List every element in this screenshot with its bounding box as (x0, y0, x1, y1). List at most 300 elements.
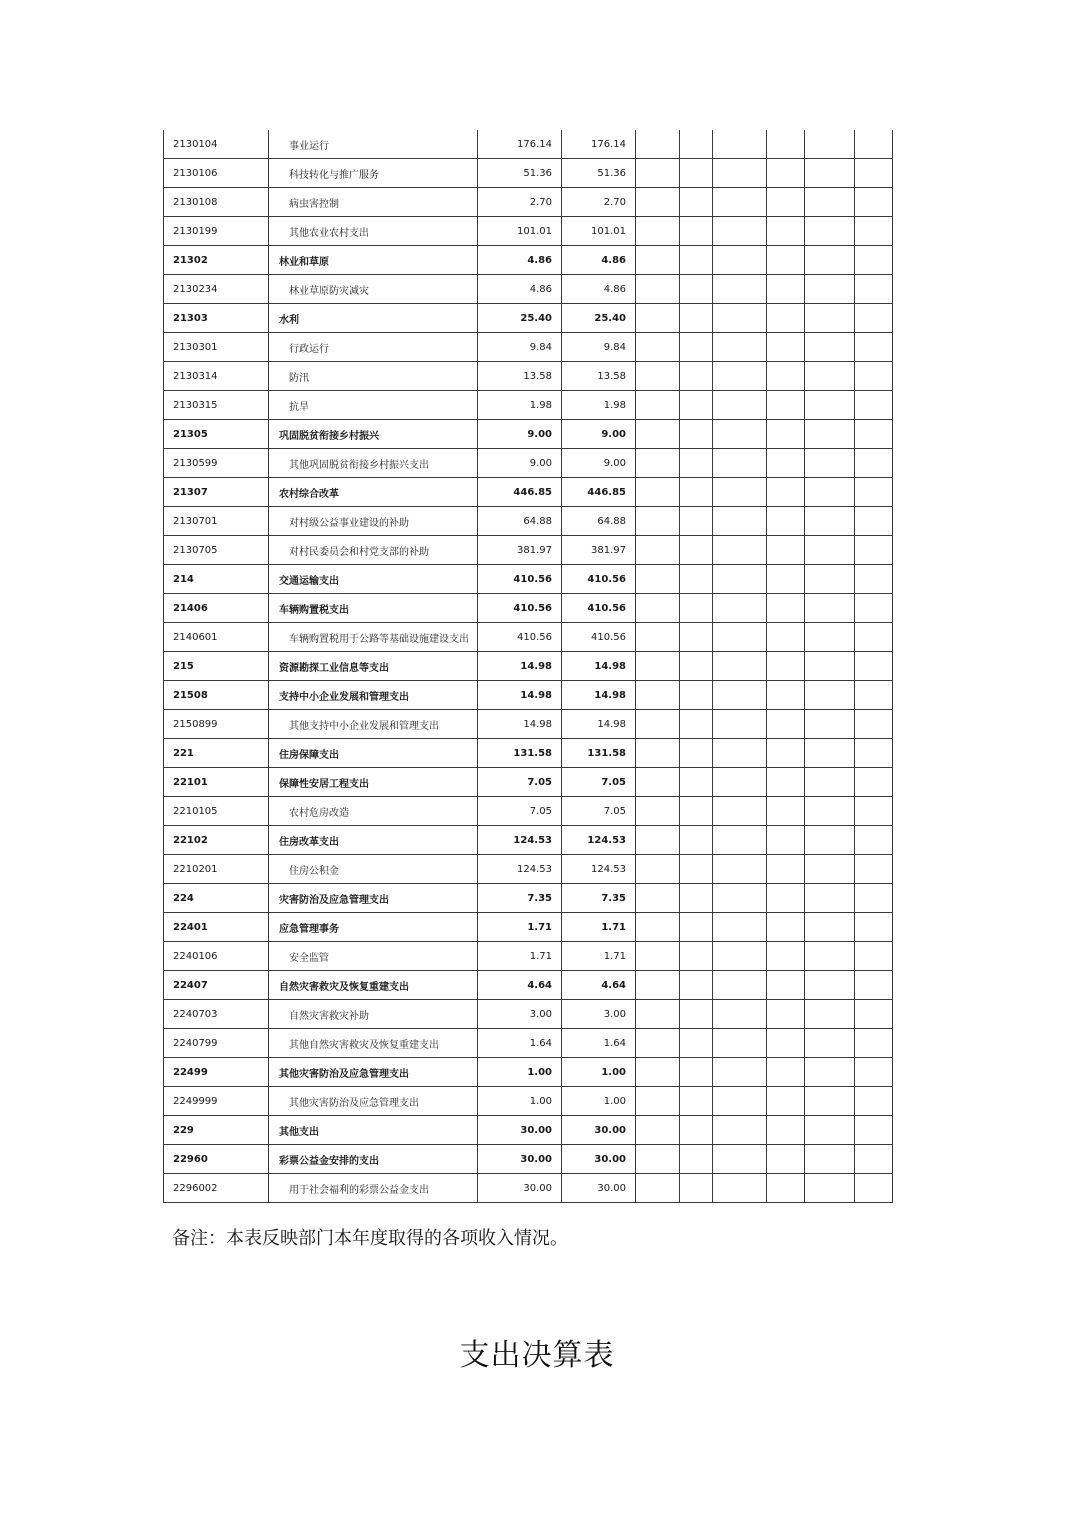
cell-name: 其他支出 (269, 1116, 478, 1145)
table-row (164, 1029, 893, 1058)
cell-code: 2130301 (164, 333, 269, 362)
cell-empty (805, 1087, 855, 1116)
cell-total: 1.71 (478, 942, 562, 971)
cell-empty (767, 1174, 805, 1203)
cell-fiscal-allocation: 51.36 (562, 159, 636, 188)
cell-name: 住房改革支出 (269, 826, 478, 855)
cell-total: 131.58 (478, 739, 562, 768)
cell-empty (805, 420, 855, 449)
cell-empty (855, 710, 893, 739)
cell-total: 2.70 (478, 188, 562, 217)
cell-empty (680, 275, 713, 304)
cell-empty (805, 159, 855, 188)
cell-fiscal-allocation: 13.58 (562, 362, 636, 391)
cell-empty (767, 217, 805, 246)
cell-empty (680, 971, 713, 1000)
cell-fiscal-allocation: 3.00 (562, 1000, 636, 1029)
cell-empty (636, 797, 680, 826)
cell-empty (680, 391, 713, 420)
cell-total: 1.64 (478, 1029, 562, 1058)
cell-empty (767, 130, 805, 159)
cell-total: 9.00 (478, 449, 562, 478)
cell-empty (805, 1000, 855, 1029)
cell-empty (636, 681, 680, 710)
cell-empty (805, 1029, 855, 1058)
cell-empty (855, 623, 893, 652)
cell-code: 22102 (164, 826, 269, 855)
cell-empty (713, 1116, 767, 1145)
cell-empty (855, 652, 893, 681)
cell-empty (680, 159, 713, 188)
cell-empty (767, 768, 805, 797)
cell-name: 抗旱 (269, 391, 478, 420)
cell-empty (805, 1058, 855, 1087)
cell-empty (636, 884, 680, 913)
cell-fiscal-allocation: 381.97 (562, 536, 636, 565)
cell-empty (636, 1087, 680, 1116)
cell-name: 防汛 (269, 362, 478, 391)
cell-fiscal-allocation: 14.98 (562, 652, 636, 681)
cell-empty (855, 768, 893, 797)
cell-empty (680, 1116, 713, 1145)
cell-name: 水利 (269, 304, 478, 333)
table-row (164, 362, 893, 391)
cell-empty (767, 1000, 805, 1029)
cell-empty (680, 1000, 713, 1029)
cell-fiscal-allocation: 9.84 (562, 333, 636, 362)
cell-name: 事业运行 (269, 130, 478, 159)
cell-fiscal-allocation: 30.00 (562, 1174, 636, 1203)
cell-empty (855, 391, 893, 420)
cell-empty (767, 1116, 805, 1145)
cell-empty (855, 1116, 893, 1145)
cell-code: 224 (164, 884, 269, 913)
cell-empty (805, 565, 855, 594)
cell-fiscal-allocation: 25.40 (562, 304, 636, 333)
cell-empty (805, 971, 855, 1000)
table-row (164, 420, 893, 449)
cell-code: 2130599 (164, 449, 269, 478)
cell-total: 101.01 (478, 217, 562, 246)
cell-total: 1.00 (478, 1087, 562, 1116)
table-row (164, 652, 893, 681)
cell-fiscal-allocation: 101.01 (562, 217, 636, 246)
cell-code: 2296002 (164, 1174, 269, 1203)
cell-empty (680, 1087, 713, 1116)
cell-empty (680, 217, 713, 246)
cell-fiscal-allocation: 446.85 (562, 478, 636, 507)
cell-name: 行政运行 (269, 333, 478, 362)
cell-code: 21307 (164, 478, 269, 507)
cell-empty (636, 188, 680, 217)
cell-empty (855, 1087, 893, 1116)
cell-empty (805, 942, 855, 971)
cell-total: 410.56 (478, 565, 562, 594)
cell-empty (767, 536, 805, 565)
cell-empty (855, 1000, 893, 1029)
table-row (164, 855, 893, 884)
table-row (164, 449, 893, 478)
cell-empty (713, 1087, 767, 1116)
cell-code: 22499 (164, 1058, 269, 1087)
cell-total: 410.56 (478, 594, 562, 623)
cell-code: 21508 (164, 681, 269, 710)
table-row (164, 246, 893, 275)
cell-empty (805, 739, 855, 768)
cell-empty (713, 739, 767, 768)
cell-fiscal-allocation: 30.00 (562, 1145, 636, 1174)
cell-empty (855, 217, 893, 246)
cell-empty (805, 304, 855, 333)
cell-code: 2240799 (164, 1029, 269, 1058)
cell-empty (636, 159, 680, 188)
cell-empty (713, 623, 767, 652)
cell-fiscal-allocation: 64.88 (562, 507, 636, 536)
cell-empty (855, 971, 893, 1000)
cell-empty (855, 1174, 893, 1203)
cell-empty (855, 333, 893, 362)
cell-empty (713, 594, 767, 623)
cell-empty (713, 681, 767, 710)
table-row (164, 971, 893, 1000)
cell-empty (713, 1029, 767, 1058)
cell-empty (805, 1145, 855, 1174)
cell-total: 381.97 (478, 536, 562, 565)
cell-empty (855, 507, 893, 536)
cell-empty (805, 275, 855, 304)
cell-total: 14.98 (478, 652, 562, 681)
cell-name: 科技转化与推广服务 (269, 159, 478, 188)
cell-code: 229 (164, 1116, 269, 1145)
cell-empty (713, 478, 767, 507)
cell-empty (636, 536, 680, 565)
cell-empty (767, 623, 805, 652)
cell-name: 其他支持中小企业发展和管理支出 (269, 710, 478, 739)
cell-empty (713, 1174, 767, 1203)
cell-code: 2130705 (164, 536, 269, 565)
table-row (164, 913, 893, 942)
cell-total: 1.00 (478, 1058, 562, 1087)
cell-empty (767, 652, 805, 681)
cell-total: 30.00 (478, 1145, 562, 1174)
cell-fiscal-allocation: 1.71 (562, 913, 636, 942)
cell-empty (680, 565, 713, 594)
cell-empty (767, 739, 805, 768)
cell-empty (855, 246, 893, 275)
table-row (164, 884, 893, 913)
cell-empty (636, 971, 680, 1000)
cell-empty (680, 362, 713, 391)
cell-name: 林业草原防灾减灾 (269, 275, 478, 304)
cell-empty (713, 797, 767, 826)
cell-empty (767, 884, 805, 913)
cell-empty (767, 826, 805, 855)
cell-fiscal-allocation: 9.00 (562, 449, 636, 478)
cell-code: 22401 (164, 913, 269, 942)
cell-empty (805, 1174, 855, 1203)
cell-name: 应急管理事务 (269, 913, 478, 942)
cell-name: 车辆购置税支出 (269, 594, 478, 623)
cell-empty (713, 913, 767, 942)
cell-empty (805, 855, 855, 884)
cell-empty (713, 826, 767, 855)
table-row (164, 188, 893, 217)
cell-empty (767, 391, 805, 420)
cell-empty (636, 565, 680, 594)
cell-fiscal-allocation: 1.64 (562, 1029, 636, 1058)
cell-empty (855, 188, 893, 217)
cell-name: 对村民委员会和村党支部的补助 (269, 536, 478, 565)
cell-empty (855, 536, 893, 565)
cell-code: 21302 (164, 246, 269, 275)
table-row (164, 391, 893, 420)
cell-empty (636, 739, 680, 768)
cell-name: 车辆购置税用于公路等基础设施建设支出 (269, 623, 478, 652)
cell-empty (680, 913, 713, 942)
table-row (164, 159, 893, 188)
cell-fiscal-allocation: 4.86 (562, 246, 636, 275)
table-body (164, 130, 893, 1203)
cell-fiscal-allocation: 4.86 (562, 275, 636, 304)
table-row (164, 1174, 893, 1203)
cell-total: 410.56 (478, 623, 562, 652)
cell-empty (636, 275, 680, 304)
cell-empty (713, 362, 767, 391)
cell-code: 2240703 (164, 1000, 269, 1029)
cell-total: 4.64 (478, 971, 562, 1000)
cell-empty (636, 362, 680, 391)
cell-empty (767, 1145, 805, 1174)
cell-empty (713, 1058, 767, 1087)
cell-empty (680, 304, 713, 333)
cell-empty (680, 420, 713, 449)
cell-empty (855, 362, 893, 391)
cell-empty (680, 768, 713, 797)
cell-empty (767, 971, 805, 1000)
cell-fiscal-allocation: 176.14 (562, 130, 636, 159)
cell-total: 9.00 (478, 420, 562, 449)
cell-name: 其他农业农村支出 (269, 217, 478, 246)
cell-empty (805, 652, 855, 681)
cell-empty (805, 478, 855, 507)
cell-name: 巩固脱贫衔接乡村振兴 (269, 420, 478, 449)
cell-empty (636, 507, 680, 536)
cell-empty (767, 275, 805, 304)
cell-empty (805, 130, 855, 159)
cell-empty (855, 449, 893, 478)
cell-code: 215 (164, 652, 269, 681)
cell-total: 64.88 (478, 507, 562, 536)
cell-name: 林业和草原 (269, 246, 478, 275)
cell-empty (680, 1029, 713, 1058)
cell-name: 其他自然灾害救灾及恢复重建支出 (269, 1029, 478, 1058)
cell-empty (805, 217, 855, 246)
table-row (164, 1058, 893, 1087)
cell-empty (855, 884, 893, 913)
cell-empty (636, 246, 680, 275)
cell-code: 21305 (164, 420, 269, 449)
cell-empty (680, 855, 713, 884)
table-row (164, 536, 893, 565)
cell-fiscal-allocation: 124.53 (562, 855, 636, 884)
cell-empty (805, 449, 855, 478)
cell-empty (805, 594, 855, 623)
cell-empty (805, 536, 855, 565)
cell-fiscal-allocation: 14.98 (562, 710, 636, 739)
cell-empty (636, 623, 680, 652)
cell-empty (713, 333, 767, 362)
cell-empty (855, 420, 893, 449)
cell-empty (767, 478, 805, 507)
cell-empty (805, 333, 855, 362)
cell-empty (855, 826, 893, 855)
cell-name: 安全监管 (269, 942, 478, 971)
cell-empty (767, 565, 805, 594)
cell-code: 21303 (164, 304, 269, 333)
cell-name: 病虫害控制 (269, 188, 478, 217)
cell-name: 对村级公益事业建设的补助 (269, 507, 478, 536)
table-row (164, 1087, 893, 1116)
cell-total: 3.00 (478, 1000, 562, 1029)
table-note: 备注：本表反映部门本年度取得的各项收入情况。 (172, 1228, 568, 1249)
cell-name: 农村危房改造 (269, 797, 478, 826)
cell-empty (767, 913, 805, 942)
cell-code: 2130701 (164, 507, 269, 536)
income-table (163, 130, 893, 1203)
cell-total: 4.86 (478, 275, 562, 304)
cell-empty (680, 797, 713, 826)
cell-empty (805, 623, 855, 652)
cell-empty (713, 449, 767, 478)
cell-total: 124.53 (478, 826, 562, 855)
cell-empty (805, 246, 855, 275)
cell-empty (767, 159, 805, 188)
cell-name: 用于社会福利的彩票公益金支出 (269, 1174, 478, 1203)
cell-fiscal-allocation: 1.00 (562, 1087, 636, 1116)
cell-code: 2130108 (164, 188, 269, 217)
cell-empty (636, 710, 680, 739)
cell-fiscal-allocation: 124.53 (562, 826, 636, 855)
cell-total: 7.35 (478, 884, 562, 913)
cell-empty (855, 913, 893, 942)
cell-empty (680, 478, 713, 507)
cell-empty (680, 826, 713, 855)
cell-empty (636, 1116, 680, 1145)
cell-name: 灾害防治及应急管理支出 (269, 884, 478, 913)
cell-empty (855, 942, 893, 971)
cell-empty (680, 333, 713, 362)
cell-empty (767, 797, 805, 826)
cell-total: 7.05 (478, 797, 562, 826)
cell-empty (680, 739, 713, 768)
cell-total: 30.00 (478, 1116, 562, 1145)
cell-total: 51.36 (478, 159, 562, 188)
cell-name: 其他灾害防治及应急管理支出 (269, 1087, 478, 1116)
cell-fiscal-allocation: 4.64 (562, 971, 636, 1000)
cell-empty (767, 710, 805, 739)
cell-empty (680, 1145, 713, 1174)
cell-empty (767, 681, 805, 710)
cell-empty (680, 652, 713, 681)
cell-empty (636, 594, 680, 623)
cell-fiscal-allocation: 30.00 (562, 1116, 636, 1145)
cell-name: 自然灾害救灾及恢复重建支出 (269, 971, 478, 1000)
cell-name: 彩票公益金安排的支出 (269, 1145, 478, 1174)
cell-name: 交通运输支出 (269, 565, 478, 594)
cell-empty (713, 768, 767, 797)
cell-empty (767, 594, 805, 623)
cell-name: 自然灾害救灾补助 (269, 1000, 478, 1029)
cell-empty (680, 1058, 713, 1087)
cell-fiscal-allocation: 410.56 (562, 594, 636, 623)
cell-code: 2130315 (164, 391, 269, 420)
cell-empty (636, 130, 680, 159)
table-row (164, 478, 893, 507)
cell-empty (855, 1145, 893, 1174)
cell-fiscal-allocation: 14.98 (562, 681, 636, 710)
table-row (164, 333, 893, 362)
cell-empty (680, 681, 713, 710)
cell-fiscal-allocation: 2.70 (562, 188, 636, 217)
cell-fiscal-allocation: 1.71 (562, 942, 636, 971)
cell-empty (713, 855, 767, 884)
cell-empty (713, 159, 767, 188)
cell-empty (680, 449, 713, 478)
cell-total: 4.86 (478, 246, 562, 275)
cell-fiscal-allocation: 9.00 (562, 420, 636, 449)
table-row (164, 1000, 893, 1029)
cell-code: 2130234 (164, 275, 269, 304)
cell-empty (680, 507, 713, 536)
cell-empty (680, 1174, 713, 1203)
cell-empty (713, 971, 767, 1000)
cell-total: 13.58 (478, 362, 562, 391)
cell-empty (767, 188, 805, 217)
cell-empty (767, 333, 805, 362)
cell-name: 支持中小企业发展和管理支出 (269, 681, 478, 710)
cell-empty (767, 855, 805, 884)
cell-empty (767, 246, 805, 275)
cell-total: 30.00 (478, 1174, 562, 1203)
cell-empty (636, 449, 680, 478)
cell-empty (713, 1145, 767, 1174)
cell-empty (805, 826, 855, 855)
cell-empty (680, 130, 713, 159)
cell-fiscal-allocation: 7.35 (562, 884, 636, 913)
cell-empty (713, 565, 767, 594)
cell-code: 2130314 (164, 362, 269, 391)
cell-empty (855, 739, 893, 768)
cell-empty (767, 507, 805, 536)
cell-total: 25.40 (478, 304, 562, 333)
cell-empty (636, 942, 680, 971)
cell-code: 22101 (164, 768, 269, 797)
cell-empty (805, 797, 855, 826)
cell-empty (636, 1058, 680, 1087)
cell-empty (767, 362, 805, 391)
table-row (164, 681, 893, 710)
cell-empty (805, 362, 855, 391)
cell-total: 14.98 (478, 681, 562, 710)
cell-fiscal-allocation: 7.05 (562, 797, 636, 826)
cell-empty (767, 1087, 805, 1116)
cell-code: 214 (164, 565, 269, 594)
cell-empty (855, 594, 893, 623)
cell-empty (855, 130, 893, 159)
cell-empty (713, 275, 767, 304)
cell-empty (680, 594, 713, 623)
cell-empty (680, 710, 713, 739)
